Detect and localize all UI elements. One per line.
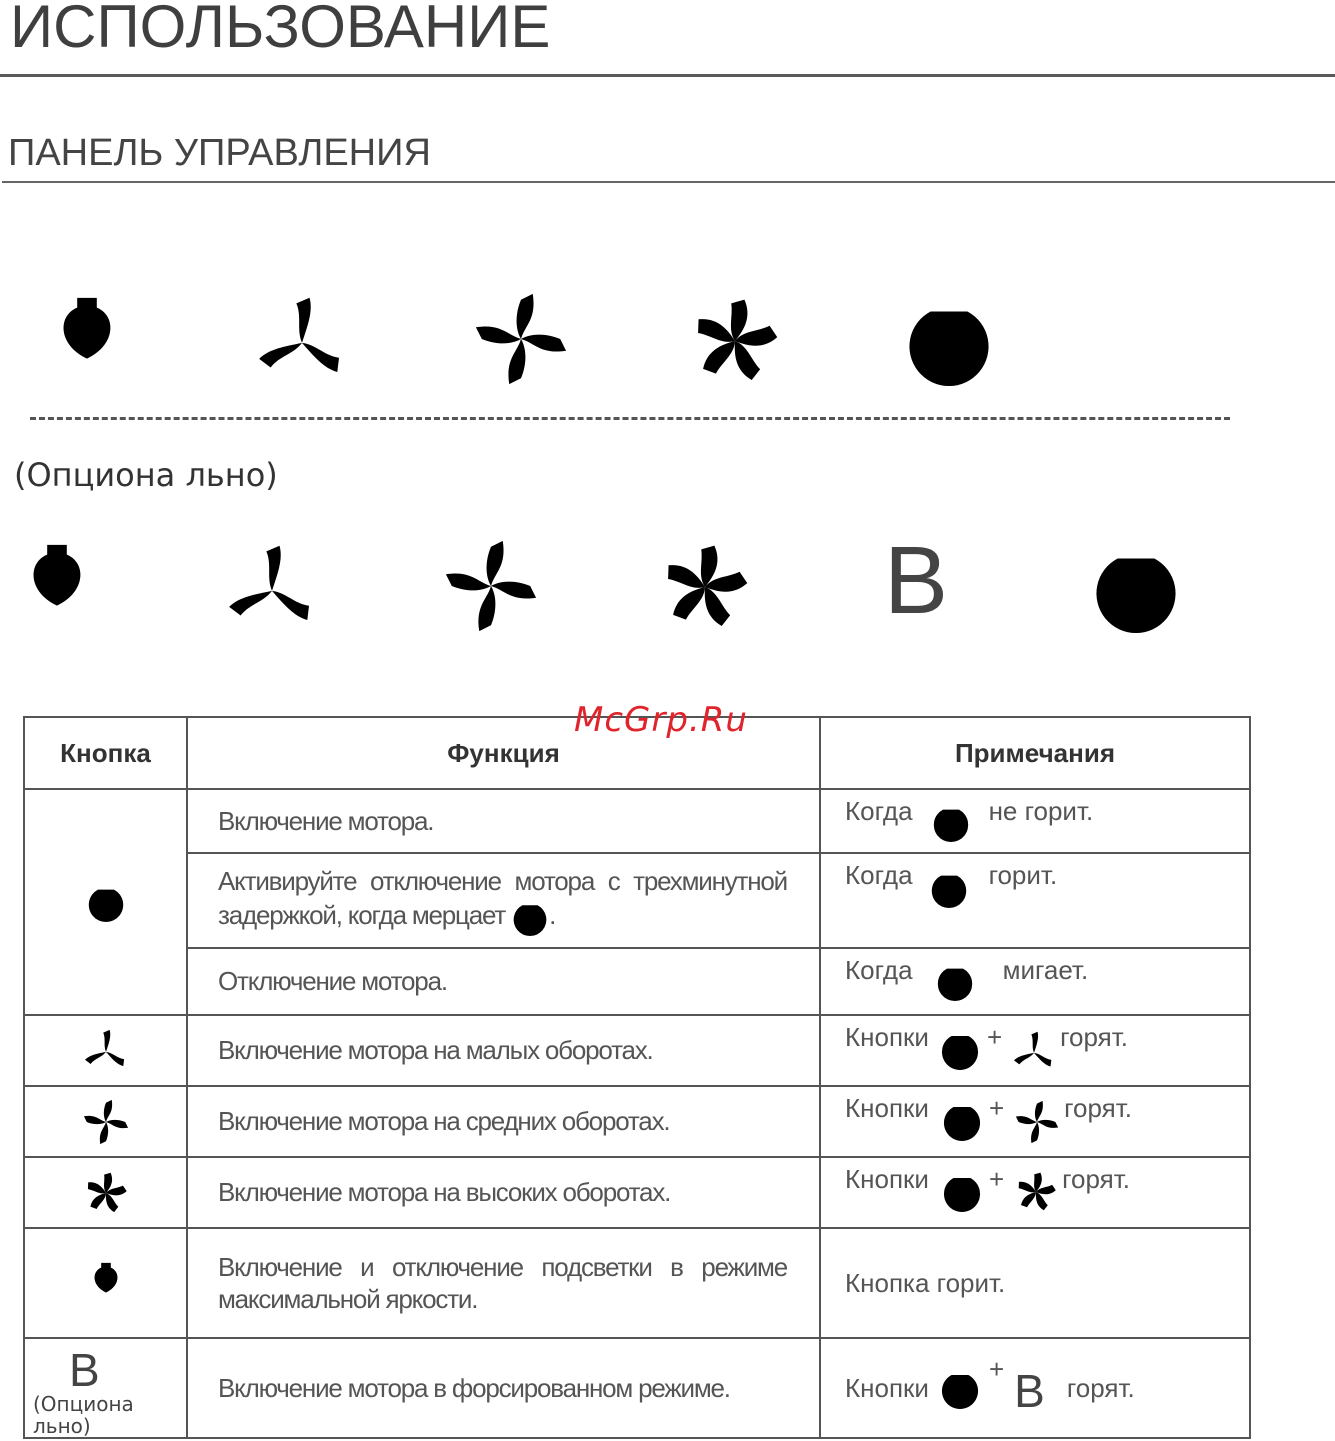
table-row: [24, 853, 1250, 948]
button-cell-fan-high: [24, 1157, 187, 1228]
power-icon: [903, 294, 995, 386]
optional-label: (Опциона льно): [14, 456, 278, 494]
section-title: ПАНЕЛЬ УПРАВЛЕНИЯ: [8, 132, 431, 174]
table-row: [24, 1157, 1250, 1228]
fan-low-icon: [83, 1028, 129, 1074]
fan-high-icon: [658, 540, 752, 634]
button-cell-lamp: [24, 1228, 187, 1338]
power-icon: [939, 1367, 981, 1409]
function-cell: Включение мотора.: [187, 789, 820, 853]
note-prefix: Кнопки: [845, 1164, 929, 1194]
plus: +: [986, 1022, 1003, 1052]
fan-medium-icon: [472, 290, 570, 388]
fan-high-icon: [83, 1170, 129, 1216]
fan-high-icon: [688, 294, 782, 388]
note-prefix: Кнопки: [845, 1372, 929, 1403]
function-table: [23, 716, 1251, 1439]
function-cell: Включение мотора на малых оборотах.: [187, 1015, 820, 1086]
note-prefix: Когда: [845, 955, 913, 985]
fan-low-icon: [255, 294, 349, 388]
table-row: [24, 1338, 1250, 1438]
function-cell: Включение и отключение подсветки в режиме максимальной яркости.: [187, 1228, 820, 1338]
lamp-icon: [82, 1259, 130, 1307]
note-suffix: горят.: [1064, 1093, 1133, 1123]
page-title: ИСПОЛЬЗОВАНИЕ: [10, 0, 551, 60]
function-cell: Отключение мотора.: [187, 948, 820, 1015]
fan-high-icon: [1014, 1170, 1058, 1214]
fan-low-icon: [225, 542, 319, 636]
table-row: [24, 1015, 1250, 1086]
note-cell: [820, 853, 1250, 948]
table-row: [24, 948, 1250, 1015]
power-icon: [939, 1028, 981, 1070]
note-suffix: горят.: [1066, 1372, 1135, 1403]
power-icon: [511, 898, 549, 936]
title-rule: [0, 74, 1335, 77]
note-cell: [820, 1338, 1250, 1438]
table-row: [24, 789, 1250, 853]
power-icon: [941, 1099, 983, 1141]
note-suffix: мигает.: [1002, 955, 1089, 985]
note-cell: [820, 948, 1250, 1015]
button-cell-fan-low: [24, 1015, 187, 1086]
optional-divider: [30, 417, 1230, 420]
table-row: [24, 1086, 1250, 1157]
header-function: Функция: [187, 717, 820, 789]
power-icon: [929, 868, 969, 908]
note-prefix: Когда: [845, 860, 913, 890]
watermark: McGrp.Ru: [574, 700, 748, 740]
plus: +: [988, 1093, 1005, 1123]
power-icon: [86, 882, 126, 922]
function-text-end: .: [549, 899, 556, 930]
boost-b-icon: B: [69, 1344, 100, 1396]
note-prefix: Кнопки: [845, 1093, 929, 1123]
note-prefix: Кнопки: [845, 1022, 929, 1052]
button-cell-fan-medium: [24, 1086, 187, 1157]
lamp-icon: [38, 290, 136, 388]
boost-b-icon: B: [1014, 1365, 1045, 1417]
note-suffix: горит.: [988, 860, 1058, 890]
note-cell: [820, 1157, 1250, 1228]
power-icon: [941, 1170, 983, 1212]
button-optional-label: (Опциона льно): [33, 1392, 134, 1438]
power-icon: [1090, 541, 1182, 633]
function-cell: Включение мотора на высоких оборотах.: [187, 1157, 820, 1228]
button-cell-boost: [24, 1338, 187, 1438]
function-cell: Включение мотора в форсированном режиме.: [187, 1338, 820, 1438]
table-row: [24, 1228, 1250, 1338]
lamp-icon: [8, 537, 106, 635]
plus: +: [988, 1354, 1005, 1384]
fan-low-icon: [1012, 1030, 1056, 1074]
note-suffix: горят.: [1060, 1022, 1129, 1052]
note-prefix: Когда: [845, 796, 913, 826]
note-cell: Кнопка горит.: [820, 1228, 1250, 1338]
button-cell-power: [24, 789, 187, 1015]
boost-b-icon: B: [884, 527, 949, 634]
function-cell: Включение мотора на средних оборотах.: [187, 1086, 820, 1157]
note-cell: [820, 1086, 1250, 1157]
power-icon: [931, 802, 971, 842]
header-button: Кнопка: [24, 717, 187, 789]
section-rule: [2, 181, 1335, 183]
header-notes: Примечания: [820, 717, 1250, 789]
fan-medium-icon: [442, 537, 540, 635]
fan-medium-icon: [82, 1098, 130, 1146]
function-text: Активируйте отключение мотора с трехминутной задержкой, когда мерцает: [218, 866, 787, 930]
note-suffix: не горит.: [988, 796, 1094, 826]
function-cell: [187, 853, 820, 948]
note-suffix: горят.: [1062, 1164, 1131, 1194]
note-cell: [820, 1015, 1250, 1086]
fan-medium-icon: [1014, 1099, 1060, 1145]
note-cell: [820, 789, 1250, 853]
power-icon: [935, 961, 975, 1001]
plus: +: [988, 1164, 1005, 1194]
